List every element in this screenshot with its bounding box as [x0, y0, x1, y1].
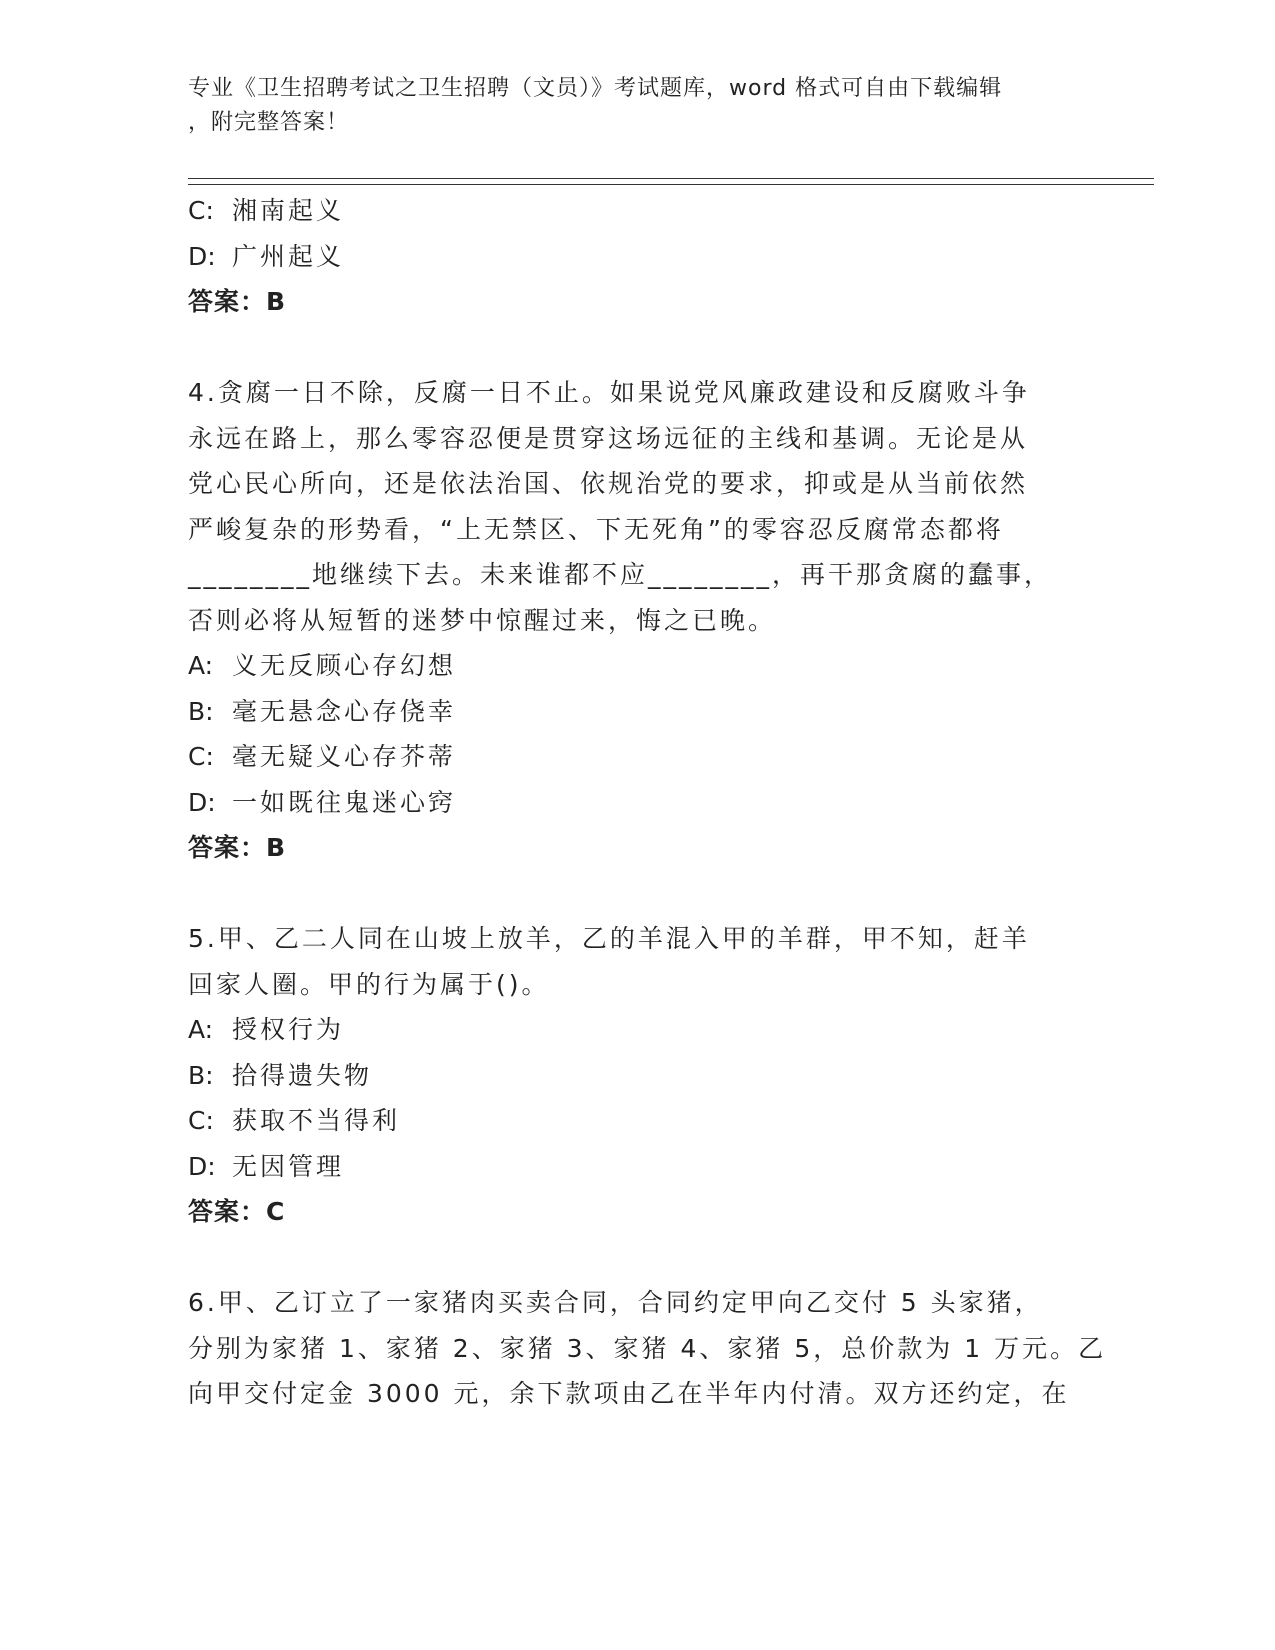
option-c — [188, 734, 1088, 780]
spacer — [188, 325, 1088, 371]
option-text: 拾得遗失物 — [232, 1060, 373, 1090]
option-label: C: — [188, 196, 214, 225]
option-label: A: — [188, 651, 214, 680]
option-text: 获取不当得利 — [232, 1106, 401, 1135]
header-line-2: ，附完整答案！ — [188, 110, 350, 135]
option-text: 一如既往鬼迷心窍 — [232, 787, 457, 817]
spacer — [188, 1235, 1088, 1281]
question-text-line: 4.贪腐一日不除，反腐一日不止。如果说党风廉政建设和反腐败斗争 — [188, 378, 1030, 407]
option-label: C: — [188, 1106, 214, 1135]
option-label: B: — [188, 1060, 214, 1090]
option-b — [188, 1053, 1088, 1099]
option-text: 授权行为 — [232, 1015, 345, 1044]
document-header — [188, 72, 1088, 140]
question-text-line: ________地继续下去。未来谁都不应________，再干那贪腐的蠢事， — [188, 560, 1053, 589]
option-label: B: — [188, 696, 214, 726]
option-label: D: — [188, 1151, 216, 1181]
option-a — [188, 1007, 1088, 1053]
question-text-line: 党心民心所向，还是依法治国、依规治党的要求，抑或是从当前依然 — [188, 469, 1029, 498]
spacer — [188, 871, 1088, 917]
option-label: C: — [188, 742, 214, 771]
option-b — [188, 689, 1088, 735]
option-text: 毫无疑义心存芥蒂 — [232, 742, 457, 771]
option-d — [188, 234, 1088, 280]
answer: 答案：B — [188, 833, 287, 862]
option-c — [188, 188, 1088, 234]
option-label: D: — [188, 787, 216, 817]
header-rule-top — [188, 178, 1154, 179]
option-c — [188, 1098, 1088, 1144]
question-text-line: 6.甲、乙订立了一家猪肉买卖合同，合同约定甲向乙交付 5 头家猪， — [188, 1288, 1043, 1317]
question-text-line: 永远在路上，那么零容忍便是贯穿这场远征的主线和基调。无论是从 — [188, 423, 1029, 453]
question-text-line: 回家人圈。甲的行为属于()。 — [188, 969, 550, 999]
option-text: 湘南起义 — [232, 196, 345, 225]
answer: 答案：B — [188, 287, 287, 316]
option-text: 无因管理 — [232, 1151, 345, 1181]
option-d — [188, 1144, 1088, 1190]
option-label: A: — [188, 1015, 214, 1044]
option-text: 广州起义 — [232, 241, 345, 271]
question-text-line: 分别为家猪 1、家猪 2、家猪 3、家猪 4、家猪 5，总价款为 1 万元。乙 — [188, 1333, 1107, 1363]
question-text-line: 否则必将从短暂的迷梦中惊醒过来，悔之已晚。 — [188, 605, 777, 635]
question-4 — [188, 370, 1088, 871]
option-d — [188, 780, 1088, 826]
question-text-line: 严峻复杂的形势看，“上无禁区、下无死角”的零容忍反腐常态都将 — [188, 514, 1004, 544]
option-text: 义无反顾心存幻想 — [232, 651, 457, 680]
answer: 答案：C — [188, 1197, 286, 1226]
header-rule-bottom — [188, 184, 1154, 185]
option-a — [188, 643, 1088, 689]
document-body — [188, 188, 1107, 1417]
question-6 — [188, 1280, 1107, 1417]
option-label: D: — [188, 241, 216, 271]
header-line-1: 专业《卫生招聘考试之卫生招聘（文员）》考试题库，word 格式可自由下载编辑 — [188, 76, 1003, 101]
option-text: 毫无悬念心存侥幸 — [232, 696, 457, 726]
question-3-tail — [188, 188, 1088, 325]
question-text-line: 5.甲、乙二人同在山坡上放羊，乙的羊混入甲的羊群，甲不知，赶羊 — [188, 924, 1030, 953]
question-5 — [188, 916, 1088, 1235]
question-text-line: 向甲交付定金 3000 元，余下款项由乙在半年内付清。双方还约定，在 — [188, 1379, 1070, 1408]
